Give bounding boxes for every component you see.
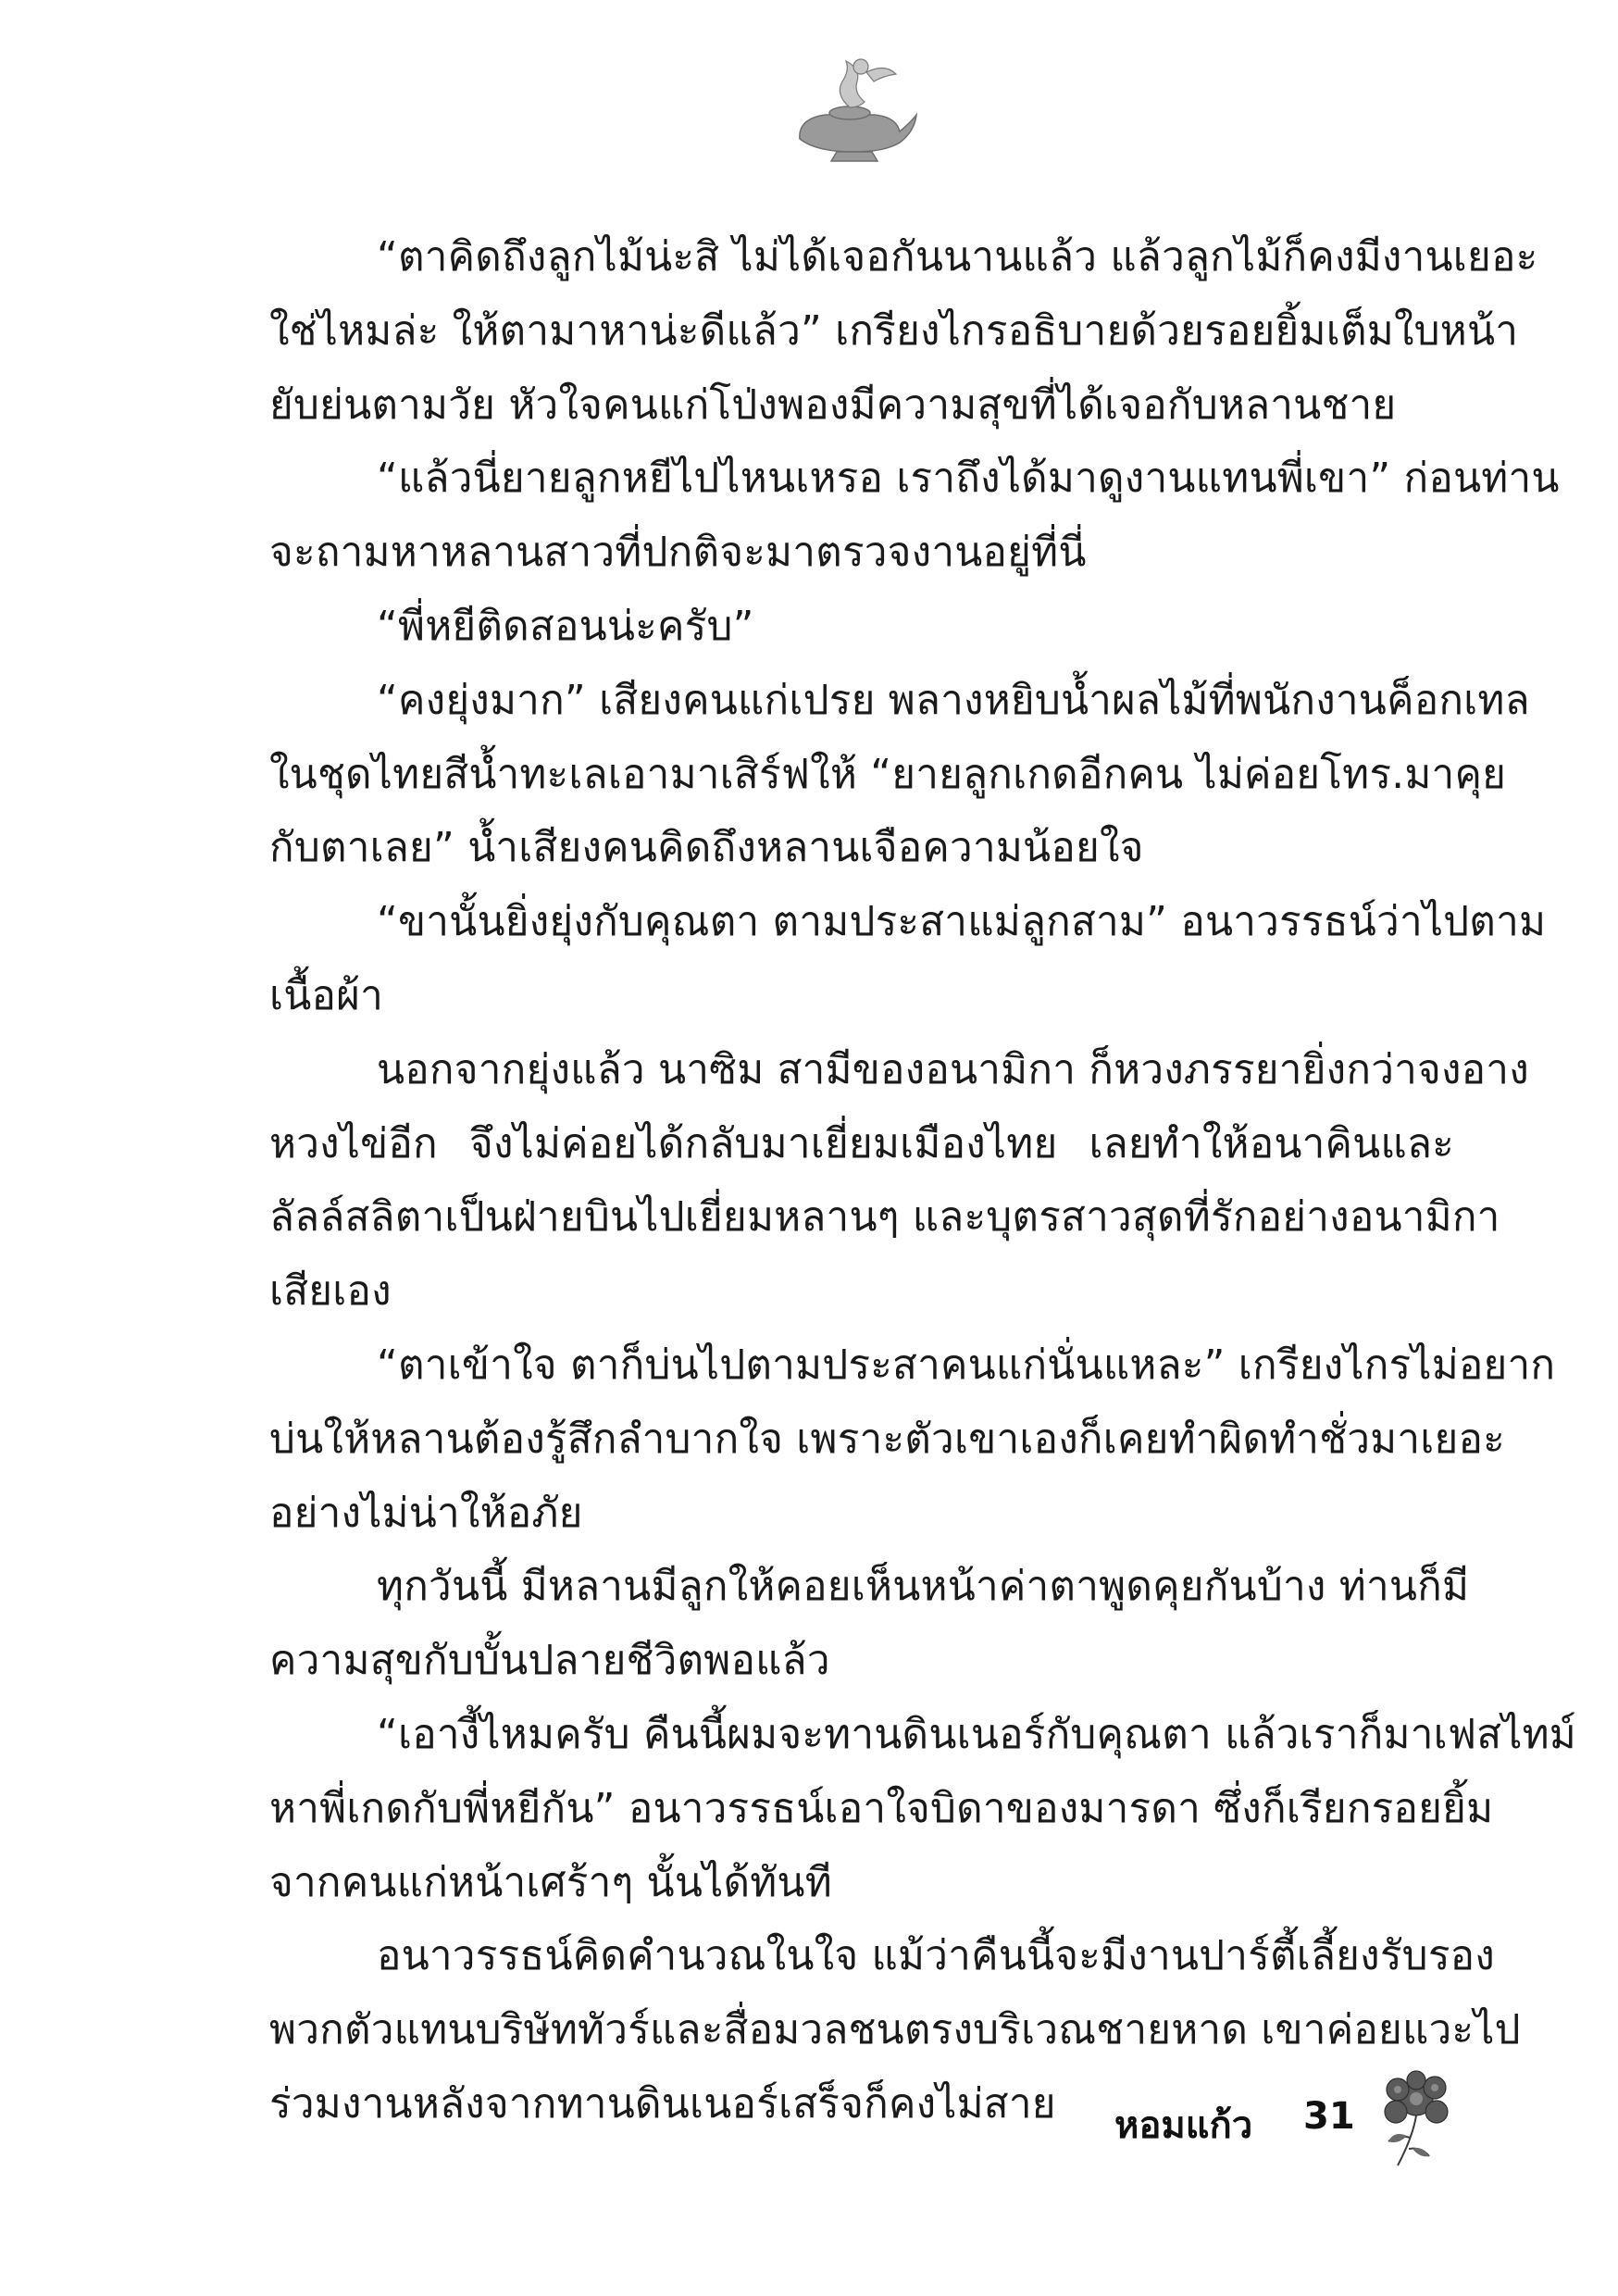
paragraph-line: “เอางี้ไหมครับ คืนนี้ผมจะทานดินเนอร์กับคุณตา แล้วเราก็มาเฟสไทม์	[377, 1710, 1577, 1758]
paragraph-line: ในชุดไทยสีน้ำทะเลเอามาเสิร์ฟให้ “ยายลูกเกดอีกคน ไม่ค่อยโทร.มาคุย	[269, 750, 1507, 798]
paragraph-line: ยับย่นตามวัย หัวใจคนแก่โป่งพองมีความสุขที่ได้เจอกับหลานชาย	[269, 381, 1397, 429]
paragraph-line: “แล้วนี่ยายลูกหยีไปไหนเหรอ เราถึงได้มาดูงานแทนพี่เขา” ก่อนท่าน	[377, 455, 1560, 503]
paragraph-line: ร่วมงานหลังจากทานดินเนอร์เสร็จก็คงไม่สาย	[269, 2079, 1056, 2128]
paragraph-line: ความสุขกับบั้นปลายชีวิตพอแล้ว	[269, 1637, 830, 1685]
paragraph-line: อย่างไม่น่าให้อภัย	[269, 1489, 583, 1537]
paragraph-line: ใช่ไหมล่ะ ให้ตามาหาน่ะดีแล้ว” เกรียงไกรอธิบายด้วยรอยยิ้มเต็มใบหน้า	[269, 306, 1519, 355]
paragraph-line: เนื้อผ้า	[269, 971, 384, 1019]
paragraph-line: หาพี่เกดกับพี่หยีกัน” อนาวรรธน์เอาใจบิดาของมารดา ซึ่งก็เรียกรอยยิ้ม	[269, 1784, 1494, 1832]
paragraph-line: กับตาเลย” น้ำเสียงคนคิดถึงหลานเจือความน้อยใจ	[269, 824, 1144, 872]
body-text	[269, 220, 1577, 2141]
paragraph-line: นอกจากยุ่งแล้ว นาซิม สามีของอนามิกา ก็หวงภรรยายิ่งกว่าจงอาง	[377, 1045, 1529, 1093]
paragraph-line: บ่นให้หลานต้องรู้สึกลำบากใจ เพราะตัวเขาเองก็เคยทำผิดทำชั่วมาเยอะ	[269, 1415, 1505, 1463]
paragraph-line: อนาวรรธน์คิดคำนวณในใจ แม้ว่าคืนนี้จะมีงานปาร์ตี้เลี้ยงรับรอง	[377, 1932, 1495, 1980]
paragraph-line: ทุกวันนี้ มีหลานมีลูกให้คอยเห็นหน้าค่าตาพูดคุยกันบ้าง ท่านก็มี	[377, 1563, 1470, 1611]
paragraph-line: จากคนแก่หน้าเศร้าๆ นั้นได้ทันที	[269, 1858, 832, 1906]
paragraph-line: หวงไข่อีก จึงไม่ค่อยได้กลับมาเยี่ยมเมืองไทย เลยทำให้อนาคินและ	[269, 1119, 1454, 1167]
paragraph-line: “คงยุ่งมาก” เสียงคนแก่เปรย พลางหยิบน้ำผลไม้ที่พนักงานค็อกเทล	[377, 676, 1530, 724]
paragraph-line: “พี่หยีติดสอนน่ะครับ”	[377, 602, 754, 650]
paragraph-line: เสียเอง	[269, 1267, 392, 1316]
book-title: หอมแก้ว	[1114, 2104, 1253, 2147]
page-footer	[1092, 2069, 1481, 2208]
paragraph-line: “ตาเข้าใจ ตาก็บ่นไปตามประสาคนแก่นั่นแหละ” เกรียงไกรไม่อยาก	[377, 1341, 1556, 1389]
paragraph-line: ลัลล์สลิตาเป็นฝ่ายบินไปเยี่ยมหลานๆ และบุตรสาวสุดที่รักอย่างอนามิกา	[269, 1193, 1500, 1242]
paragraph-line: “ขานั้นยิ่งยุ่งกับคุณตา ตามประสาแม่ลูกสาม” อนาวรรธน์ว่าไปตาม	[377, 898, 1547, 946]
page-number: 31	[1303, 2095, 1355, 2138]
flower-icon	[1370, 2069, 1462, 2171]
paragraph-line: “ตาคิดถึงลูกไม้น่ะสิ ไม่ได้เจอกันนานแล้ว แล้วลูกไม้ก็คงมีงานเยอะ	[377, 233, 1538, 281]
paragraph-line: จะถามหาหลานสาวที่ปกติจะมาตรวจงานอยู่ที่นี่	[269, 529, 1087, 577]
paragraph-line: พวกตัวแทนบริษัททัวร์และสื่อมวลชนตรงบริเวณชายหาด เขาค่อยแวะไป	[269, 2006, 1521, 2054]
genie-lamp-icon	[781, 54, 920, 165]
